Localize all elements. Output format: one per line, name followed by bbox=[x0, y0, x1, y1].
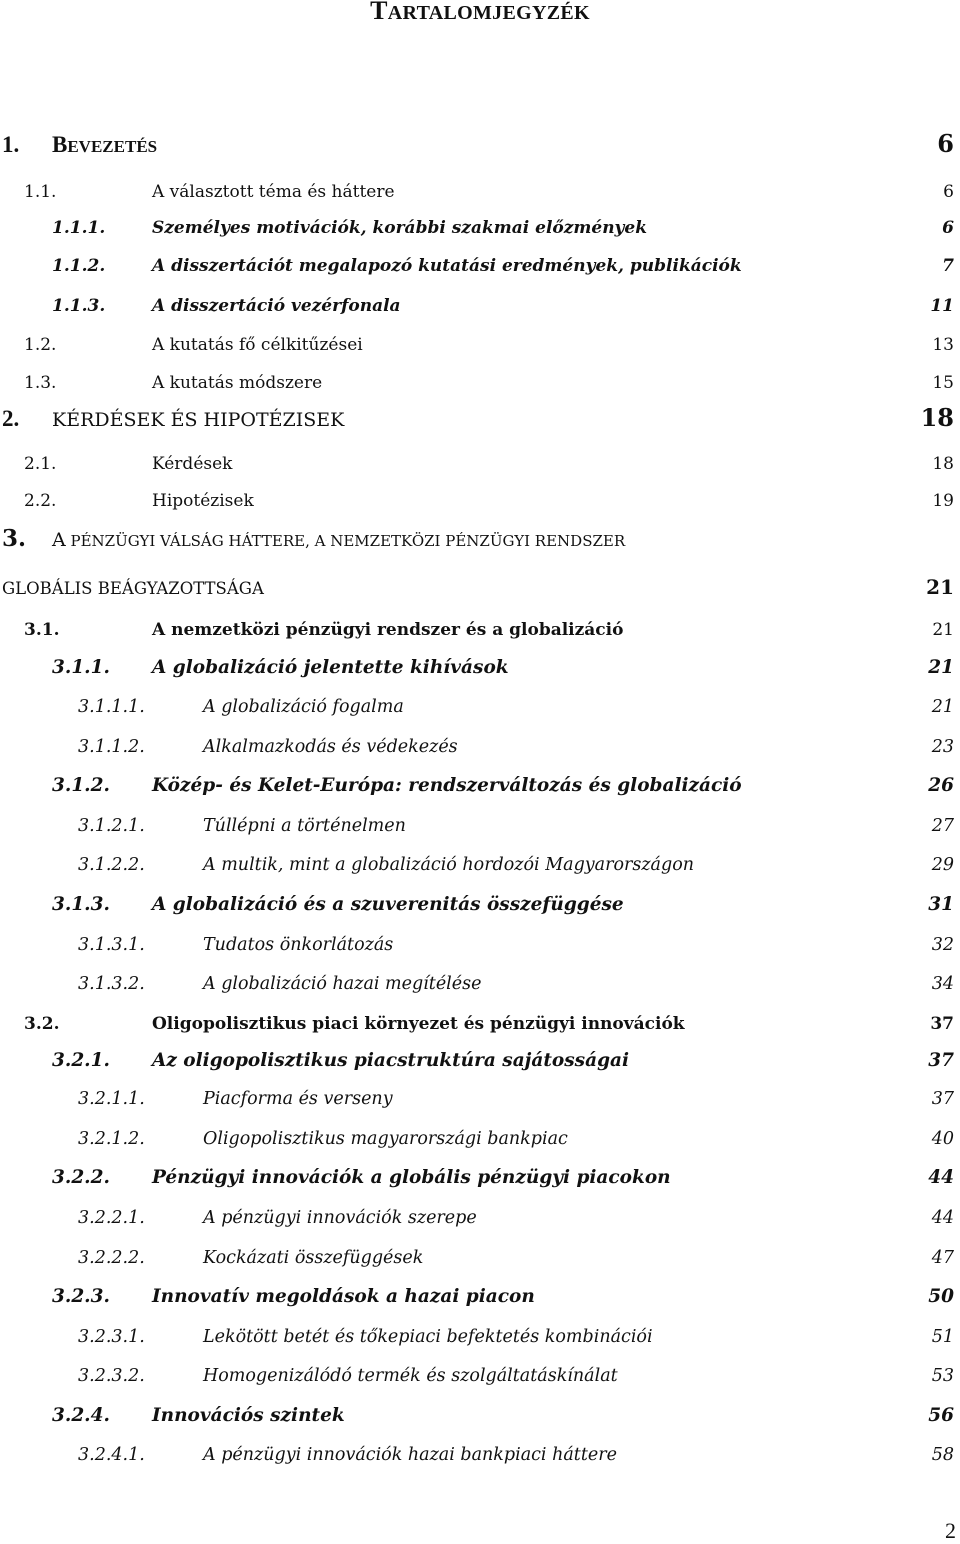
toc-entry[interactable]: 3.1.1.2. Alkalmazkodás és védekezés 23 bbox=[78, 736, 954, 757]
toc-entry[interactable]: 3.2.3. Innovatív megoldások a hazai piacon 50 bbox=[52, 1285, 954, 1307]
toc-entry[interactable]: 3.2.1. Az oligopolisztikus piacstruktúra sajátosságai 37 bbox=[52, 1049, 954, 1071]
toc-entry[interactable]: 3.1.3.2. A globalizáció hazai megítélése 34 bbox=[78, 973, 954, 994]
toc-entry[interactable]: 3.1.1.1. A globalizáció fogalma 21 bbox=[78, 696, 954, 717]
toc-entry[interactable]: 3.2.2.1. A pénzügyi innovációk szerepe 44 bbox=[78, 1207, 954, 1228]
toc-entry[interactable]: 3. A PÉNZÜGYI VÁLSÁG HÁTTERE, A NEMZETKÖZI PÉNZÜGYI RENDSZER bbox=[2, 525, 626, 552]
toc-entry[interactable]: 3.2.2. Pénzügyi innovációk a globális pénzügyi piacokon 44 bbox=[52, 1166, 954, 1188]
toc-entry[interactable]: 3.1.2.1. Túllépni a történelmen 27 bbox=[78, 815, 954, 836]
toc-entry[interactable]: 3.2.1.1. Piacforma és verseny 37 bbox=[78, 1088, 954, 1109]
toc-entry[interactable]: 3.2.1.2. Oligopolisztikus magyarországi bankpiac 40 bbox=[78, 1128, 954, 1149]
toc-entry[interactable]: 3.2. Oligopolisztikus piaci környezet és pénzügyi innovációk 37 bbox=[24, 1014, 954, 1034]
toc-entry[interactable]: 1.2. A kutatás fő célkitűzései 13 bbox=[24, 335, 954, 355]
toc-entry[interactable]: 3.1.1. A globalizáció jelentette kihívások 21 bbox=[52, 656, 954, 678]
toc-entry[interactable]: 3.1. A nemzetközi pénzügyi rendszer és a globalizáció 21 bbox=[24, 620, 954, 640]
toc-entry[interactable]: 2. KÉRDÉSEK ÉS HIPOTÉZISEK 18 bbox=[2, 403, 954, 432]
toc-entry[interactable]: 3.1.2.2. A multik, mint a globalizáció hordozói Magyarországon 29 bbox=[78, 854, 954, 875]
toc-entry[interactable]: 1.1.1. Személyes motivációk, korábbi szakmai előzmények 6 bbox=[52, 218, 954, 238]
toc-entry[interactable]: 3.2.4.1. A pénzügyi innovációk hazai bankpiaci háttere 58 bbox=[78, 1444, 954, 1465]
toc-entry-continuation[interactable]: GLOBÁLIS BEÁGYAZOTTSÁGA 21 bbox=[2, 575, 954, 599]
toc-entry[interactable]: 3.2.3.2. Homogenizálódó termék és szolgáltatáskínálat 53 bbox=[78, 1365, 954, 1386]
page-title: TARTALOMJEGYZÉK bbox=[370, 0, 590, 25]
toc-entry[interactable]: 2.2. Hipotézisek 19 bbox=[24, 491, 954, 511]
toc-entry[interactable]: 1.1. A választott téma és háttere 6 bbox=[24, 182, 954, 202]
toc-entry[interactable]: 3.1.3. A globalizáció és a szuverenitás összefüggése 31 bbox=[52, 893, 954, 915]
toc-entry[interactable]: 1.1.3. A disszertáció vezérfonala 11 bbox=[52, 296, 954, 316]
toc-entry[interactable]: 3.2.3.1. Lekötött betét és tőkepiaci befektetés kombinációi 51 bbox=[78, 1326, 954, 1347]
page-number: 2 bbox=[945, 1518, 956, 1543]
toc-entry[interactable]: 2.1. Kérdések 18 bbox=[24, 454, 954, 474]
toc-entry[interactable]: 3.2.4. Innovációs szintek 56 bbox=[52, 1404, 954, 1426]
toc-entry[interactable]: 3.2.2.2. Kockázati összefüggések 47 bbox=[78, 1247, 954, 1268]
toc-entry[interactable]: 1.3. A kutatás módszere 15 bbox=[24, 373, 954, 393]
toc-entry[interactable]: 3.1.3.1. Tudatos önkorlátozás 32 bbox=[78, 934, 954, 955]
toc-entry[interactable]: 3.1.2. Közép- és Kelet-Európa: rendszerváltozás és globalizáció 26 bbox=[52, 774, 954, 796]
toc-entry[interactable]: 1.1.2. A disszertációt megalapozó kutatási eredmények, publikációk 7 bbox=[52, 256, 954, 276]
toc-entry[interactable]: 1. BEVEZETÉS 6 bbox=[2, 129, 954, 158]
